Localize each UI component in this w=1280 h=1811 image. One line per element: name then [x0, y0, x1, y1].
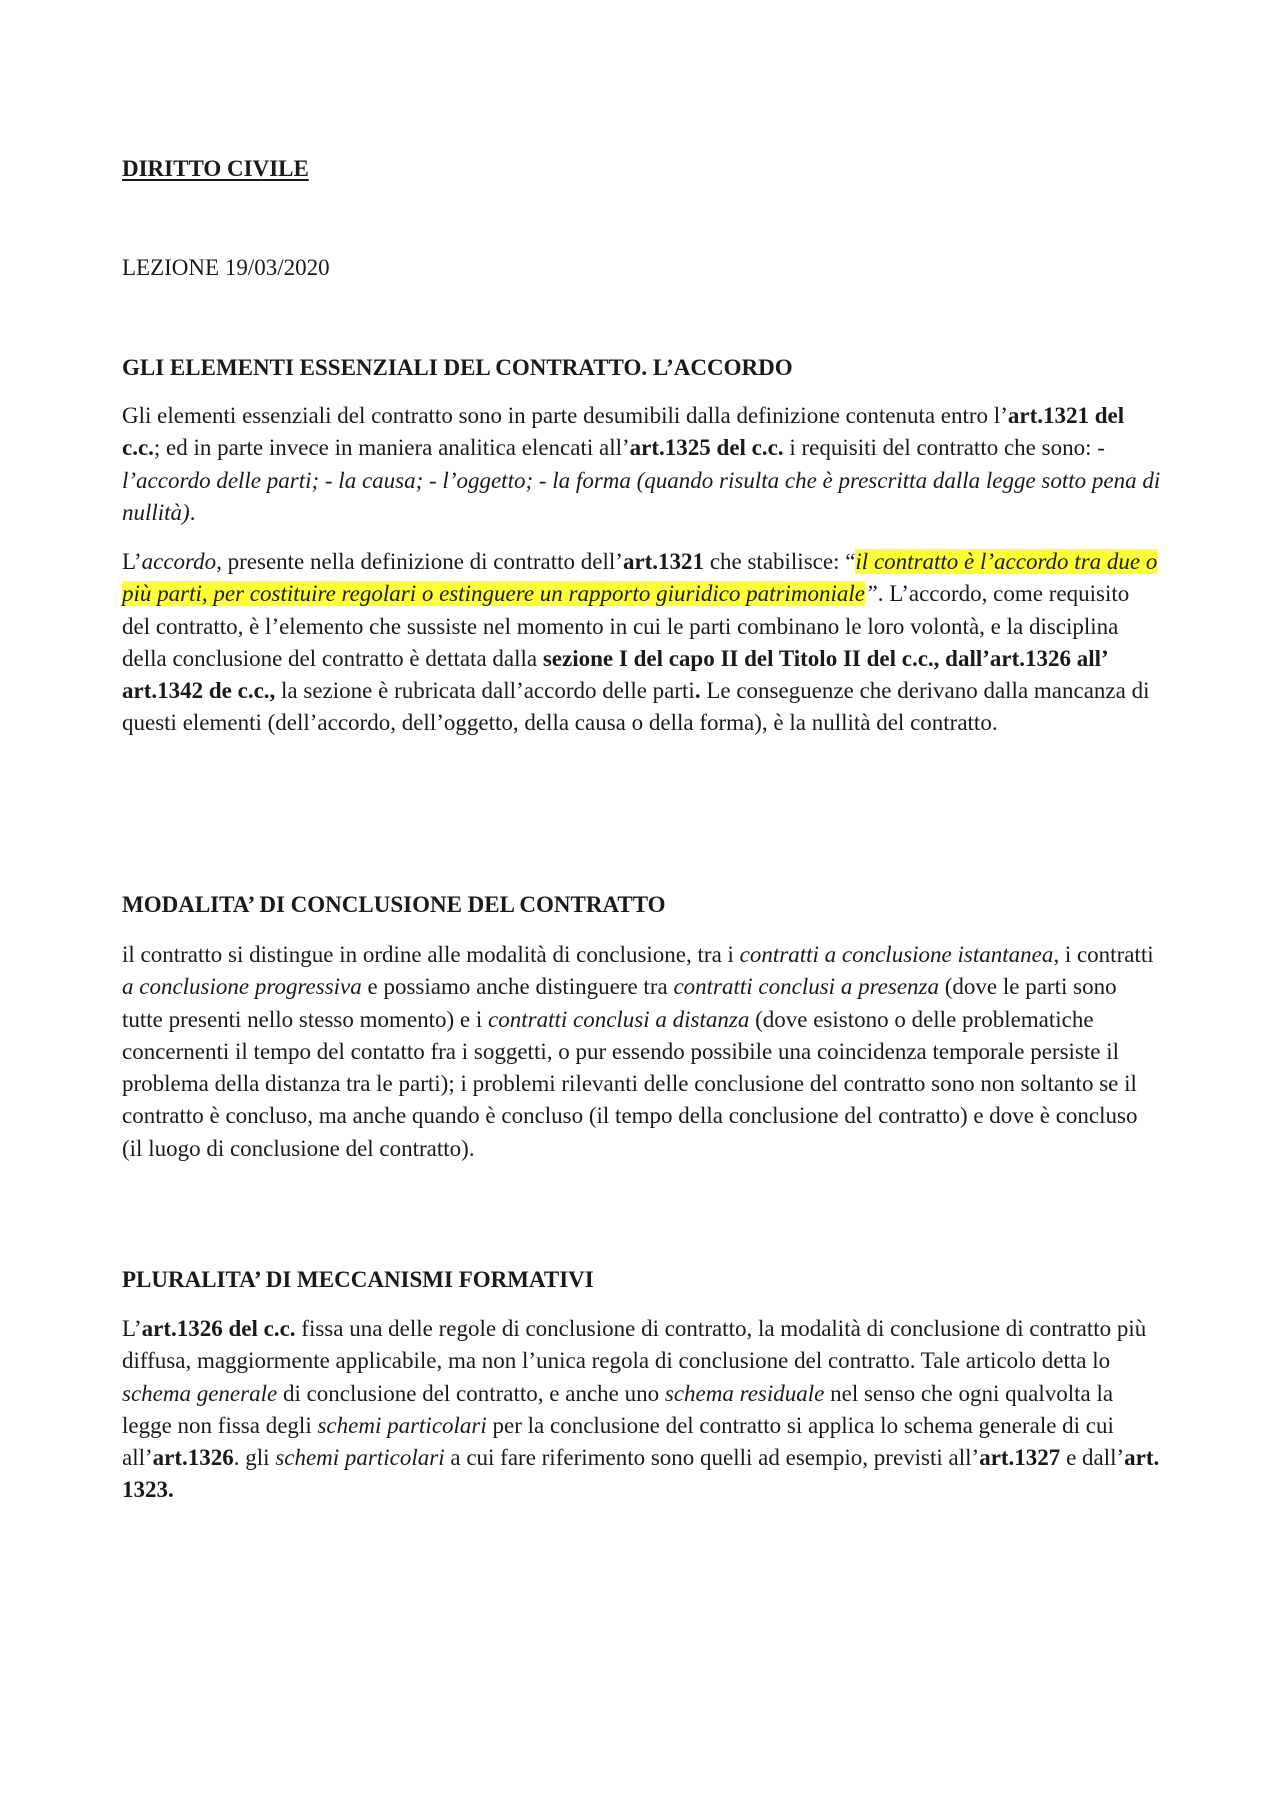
italic-term: contratti conclusi a presenza	[673, 974, 939, 1000]
bold-reference: art.1326 del c.c.	[141, 1316, 296, 1341]
bold-reference: art.1321	[622, 549, 705, 574]
italic-term: contratti a conclusione istantanea	[739, 942, 1054, 967]
paragraph-accordo: L’accordo, presente nella definizione di contratto dell’art.1321 che stabilisce: “il contratto è l’accordo tra due o più parti, per costituire regolari o estinguere un rapporto giuridico patrimoniale”. L’accordo, come requisito del contratto, è l’elemento che sussiste nel momento in cui le parti combinano le loro volontà, e la disciplina della conclusione del contratto è dettata dalla sezione I del capo II del Titolo II del c.c., dall’art.1326 all’ art.1342 de c.c., la sezione è rubricata dall’accordo delle parti. Le conseguenze che derivano dalla mancanza di questi elementi (dell’accordo, dell’oggetto, della causa o della forma), è la nullità del contratto.	[122, 549, 1158, 736]
bold-reference: art.1327	[979, 1445, 1061, 1471]
italic-term: a conclusione progressiva	[122, 974, 362, 1000]
italic-term: schema generale	[122, 1380, 278, 1406]
paragraph-modalita: il contratto si distingue in ordine alle modalità di conclusione, tra i contratti a conclusione istantanea, i contratti a conclusione progressiva e possiamo anche distinguere tra contratti conclusi a presenza (dove le parti sono tutte presenti nello stesso momento) e i contratti conclusi a distanza (dove esistono o delle problematiche concernenti il tempo del contatto fra i soggetti, o pur essendo possibile una coincidenza temporale persiste il problema della distanza tra le parti); i problemi rilevanti delle conclusione del contratto sono non soltanto se il contratto è concluso, ma anche quando è concluso (il tempo della conclusione del contratto) e dove è concluso (il luogo di conclusione del contratto).	[122, 942, 1154, 1161]
italic-term: schemi particolari	[317, 1412, 487, 1438]
section-heading-modalita: MODALITA’ DI CONCLUSIONE DEL CONTRATTO	[122, 892, 666, 917]
bold-reference: art.1325 del c.c.	[629, 435, 784, 461]
italic-term: schema residuale	[664, 1380, 825, 1406]
italic-term: contratti conclusi a distanza	[488, 1006, 750, 1032]
paragraph-elementi-1: Gli elementi essenziali del contratto sono in parte desumibili dalla definizione contenuta entro l’art.1321 del c.c.; ed in parte invece in maniera analitica elencati all’art.1325 del c.c. i requisiti del contratto che sono: - l’accordo delle parti; - la causa; - l’oggetto; - la forma (quando risulta che è prescritta dalla legge sotto pena di nullità).	[122, 403, 1161, 525]
italic-term: schemi particolari	[275, 1445, 445, 1471]
paragraph-pluralita: L’art.1326 del c.c. fissa una delle regole di conclusione di contratto, la modalità di conclusione di contratto più diffusa, maggiormente applicabile, ma non l’unica regola di conclusione del contratto. Tale articolo detta lo schema generale di conclusione del contratto, e anche uno schema residuale nel senso che ogni qualvolta la legge non fissa degli schemi particolari per la conclusione del contratto si applica lo schema generale di cui all’art.1326. gli schemi particolari a cui fare riferimento sono quelli ad esempio, previsti all’art.1327 e dall’art. 1323.	[122, 1316, 1160, 1503]
lesson-date: LEZIONE 19/03/2020	[122, 255, 330, 280]
italic-term: ”	[865, 581, 878, 607]
section-heading-pluralita: PLURALITA’ DI MECCANISMI FORMATIVI	[122, 1267, 594, 1292]
bold-reference: sezione I del capo II del Titolo II del c.c., dall’art.1326 all’ art.1342 de c.c.,	[122, 645, 1107, 704]
bold-reference: art.1321 del c.c.	[122, 403, 1125, 461]
bold-reference: .	[694, 678, 701, 704]
italic-term: accordo	[141, 549, 217, 574]
italic-term: - l’accordo delle parti; - la causa; - l’oggetto; - la forma (quando risulta che è prescritta dalla legge sotto pena di nullità)	[122, 435, 1161, 525]
bold-reference: art.1326	[152, 1445, 234, 1471]
section-heading-elementi: GLI ELEMENTI ESSENZIALI DEL CONTRATTO. L’ACCORDO	[122, 355, 793, 380]
highlighted-quote: il contratto è l’accordo tra due o più parti, per costituire regolari o estinguere un rapporto giuridico patrimoniale	[122, 549, 1158, 607]
document-title: DIRITTO CIVILE	[122, 156, 309, 181]
bold-reference: art. 1323.	[122, 1445, 1160, 1503]
